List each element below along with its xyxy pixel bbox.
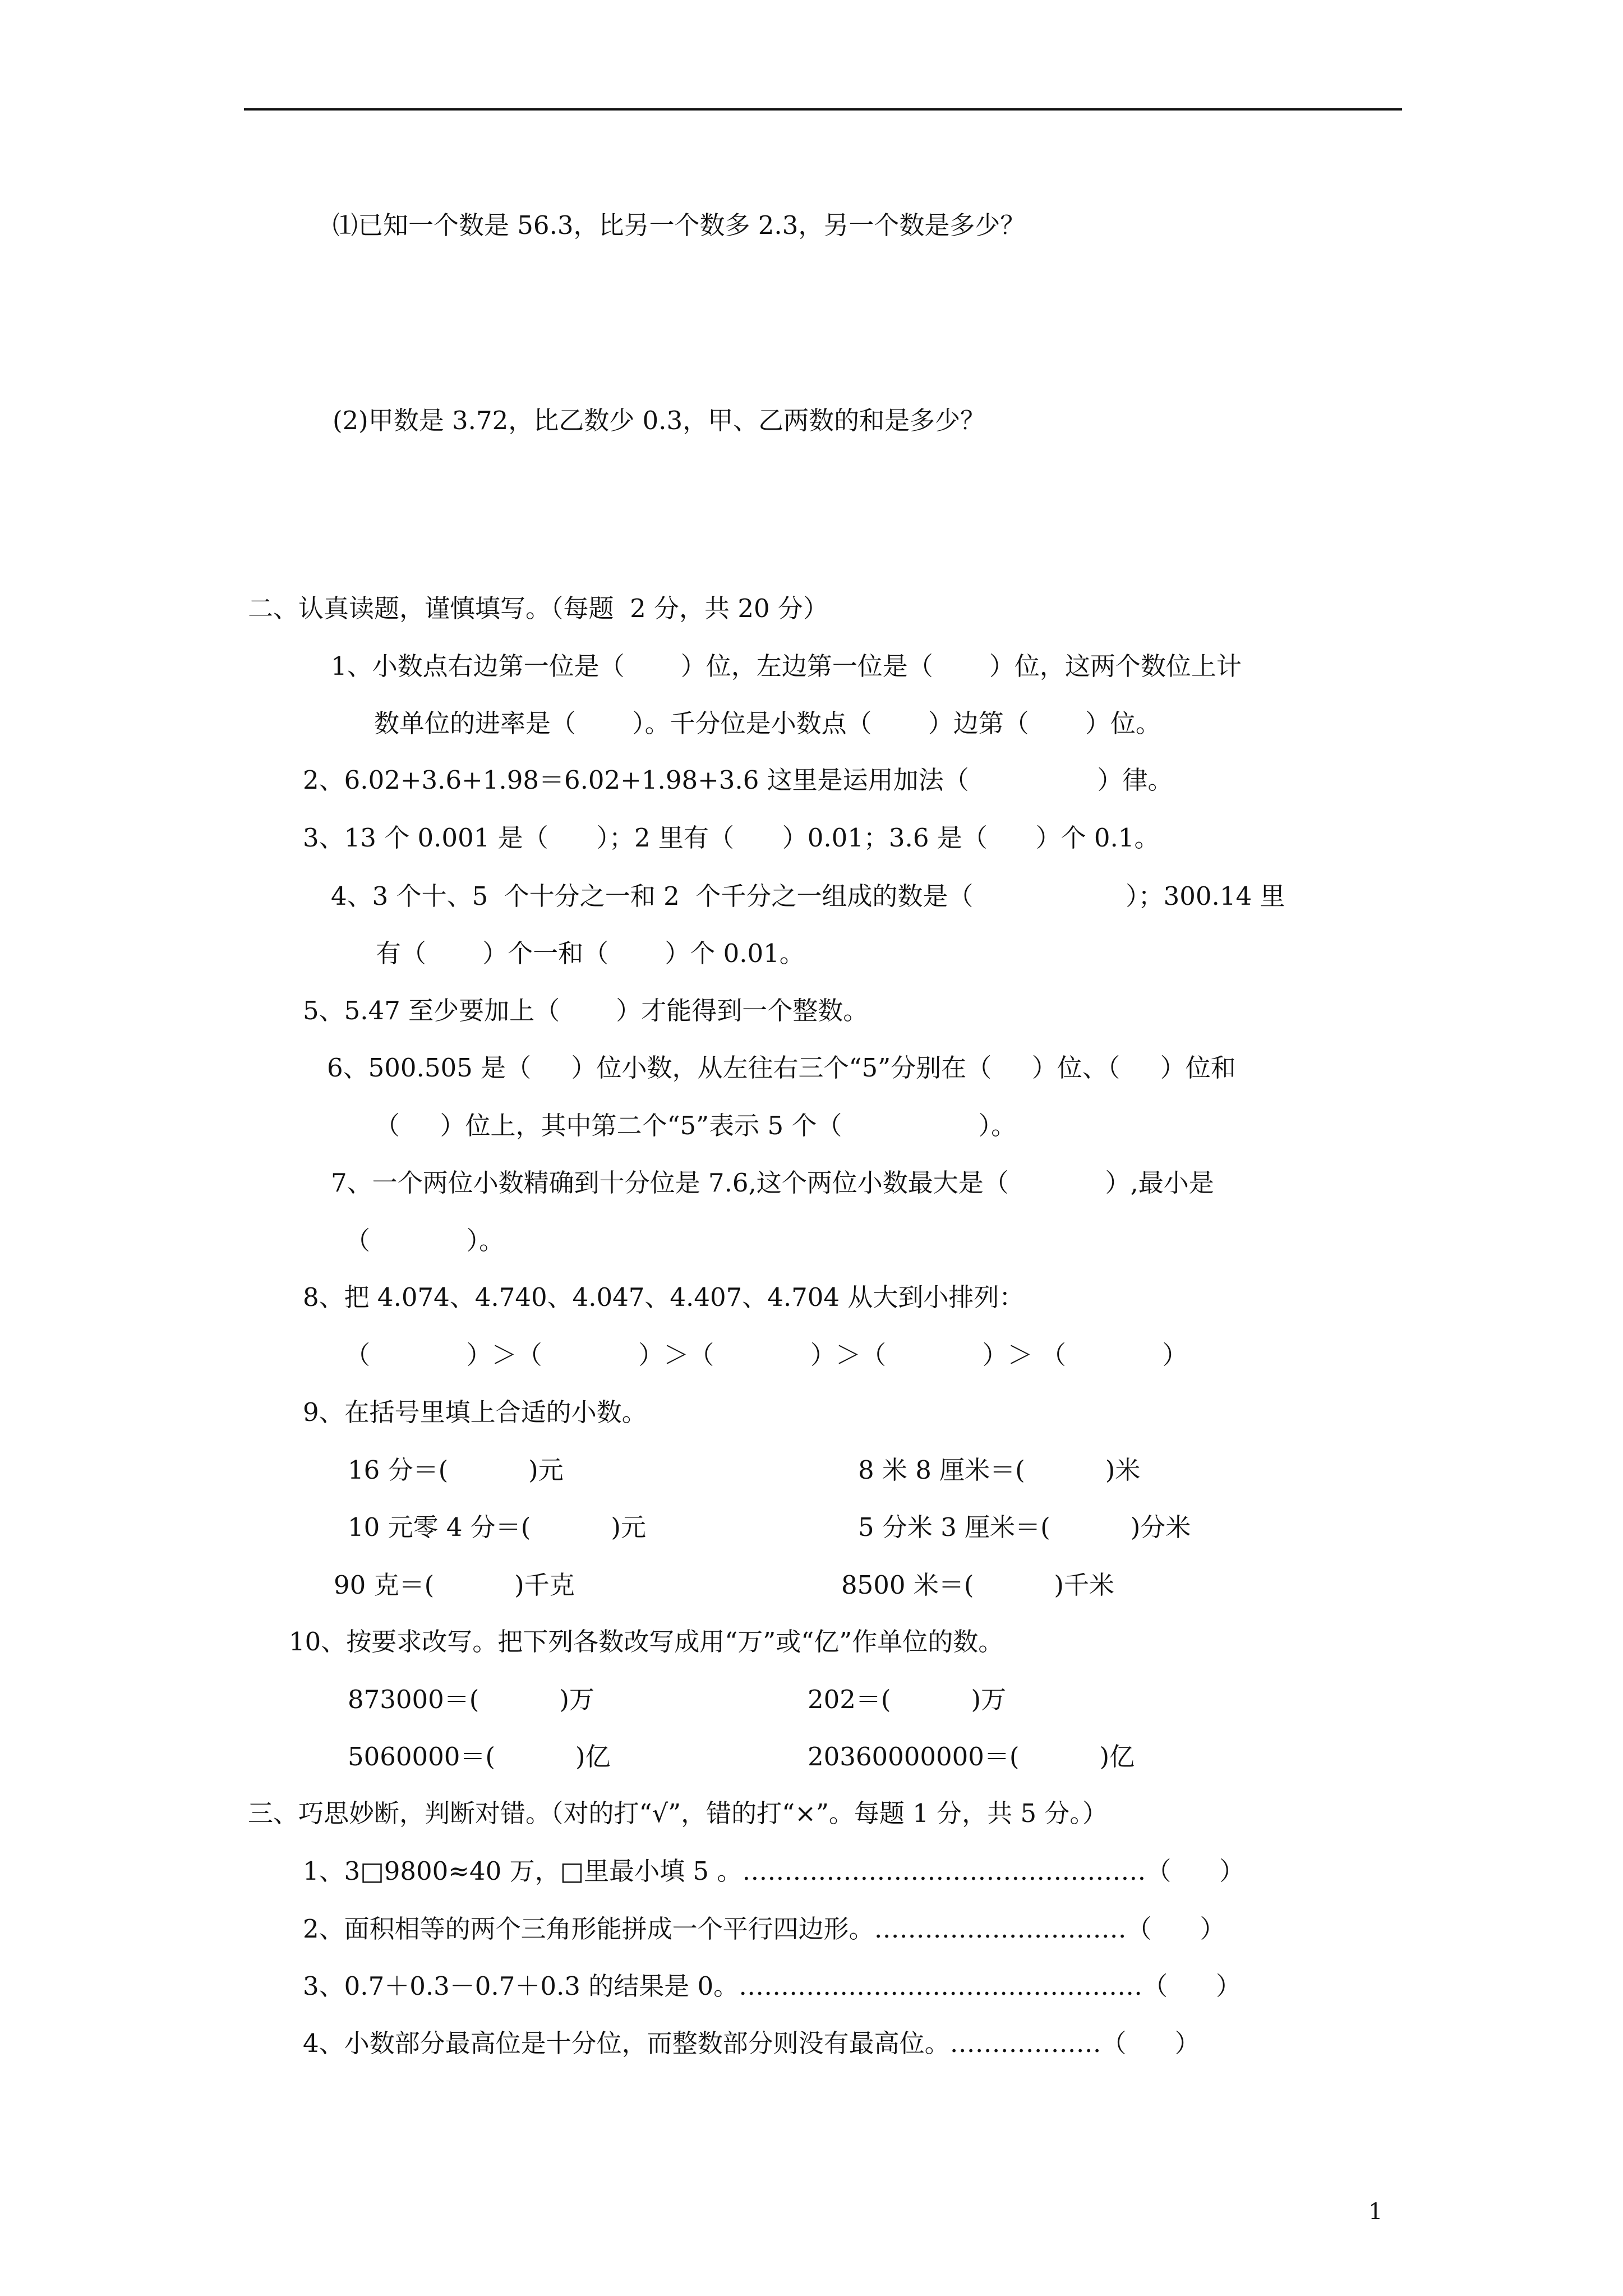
rewrite-202: 202＝( )万: [808, 1685, 1007, 1714]
fill-item-4-line-1: 4、3 个十、5 个十分之一和 2 个千分之一组成的数是（ ）；300.14 里: [331, 881, 1285, 911]
fill-item-7-line-2: （ ）。: [345, 1226, 505, 1255]
conversion-10yuan4fen: 10 元零 4 分＝( )元: [348, 1512, 646, 1542]
fill-item-7-line-1: 7、一个两位小数精确到十分位是 7.6,这个两位小数最大是（ ）,最小是: [331, 1168, 1214, 1198]
conversion-90g: 90 克＝( )千克: [334, 1570, 575, 1600]
conversion-16-fen: 16 分＝( )元: [348, 1455, 564, 1485]
fill-item-3: 3、13 个 0.001 是（ ）；2 里有（ ）0.01；3.6 是（ ）个 0.1。: [303, 823, 1160, 853]
header-rule: [244, 108, 1402, 111]
judge-item-1: 1、3□9800≈40 万，□里最小填 5 。…………………………………………（ ）: [303, 1856, 1245, 1886]
fill-item-5: 5、5.47 至少要加上（ ）才能得到一个整数。: [303, 996, 869, 1025]
conversion-8500m: 8500 米＝( )千米: [841, 1570, 1114, 1600]
fill-item-6-line-2: （ ）位上，其中第二个“5”表示 5 个（ ）。: [375, 1111, 1017, 1140]
fill-item-1-line-1: 1、小数点右边第一位是（ ）位，左边第一位是（ ）位，这两个数位上计: [331, 651, 1242, 681]
rewrite-873000: 873000＝( )万: [348, 1685, 594, 1714]
conversion-8m8cm: 8 米 8 厘米＝( )米: [858, 1455, 1141, 1485]
judge-item-2: 2、面积相等的两个三角形能拼成一个平行四边形。…………………………（ ）: [303, 1914, 1225, 1944]
page-number: 1: [1368, 2199, 1383, 2225]
fill-item-2: 2、6.02+3.6+1.98＝6.02+1.98+3.6 这里是运用加法（ ）律。: [303, 765, 1173, 795]
conversion-5dm3cm: 5 分米 3 厘米＝( )分米: [858, 1512, 1191, 1542]
fill-item-8-ordering: （ ）＞（ ）＞（ ）＞（ ）＞ （ ）: [345, 1340, 1188, 1370]
section-3-title: 三、巧思妙断，判断对错。（对的打“√”，错的打“×”。每题 1 分，共 5 分。）: [248, 1798, 1108, 1828]
question-1a: ⑴已知一个数是 56.3，比另一个数多 2.3，另一个数是多少？: [333, 210, 1026, 240]
question-1b: (2)甲数是 3.72，比乙数少 0.3，甲、乙两数的和是多少？: [333, 406, 986, 435]
judge-item-4: 4、小数部分最高位是十分位，而整数部分则没有最高位。………………（ ）: [303, 2028, 1200, 2058]
fill-item-9: 9、在括号里填上合适的小数。: [303, 1397, 647, 1427]
section-2-title: 二、认真读题，谨慎填写。（每题 2 分，共 20 分）: [248, 593, 828, 623]
fill-item-8: 8、把 4.074、4.740、4.047、4.407、4.704 从大到小排列：: [303, 1282, 1025, 1312]
fill-item-4-line-2: 有（ ）个一和（ ）个 0.01。: [376, 938, 805, 968]
fill-item-1-line-2: 数单位的进率是（ ）。千分位是小数点（ ）边第（ ）位。: [374, 708, 1161, 738]
fill-item-10: 10、按要求改写。把下列各数改写成用“万”或“亿”作单位的数。: [289, 1627, 1004, 1657]
fill-item-6-line-1: 6、500.505 是（ ）位小数，从左往右三个“5”分别在（ ）位、（ ）位和: [327, 1053, 1236, 1083]
rewrite-5060000: 5060000＝( )亿: [348, 1742, 611, 1772]
judge-item-3: 3、0.7＋0.3－0.7＋0.3 的结果是 0。…………………………………………（ ）: [303, 1971, 1241, 2001]
rewrite-20360000000: 20360000000＝( )亿: [808, 1742, 1135, 1772]
